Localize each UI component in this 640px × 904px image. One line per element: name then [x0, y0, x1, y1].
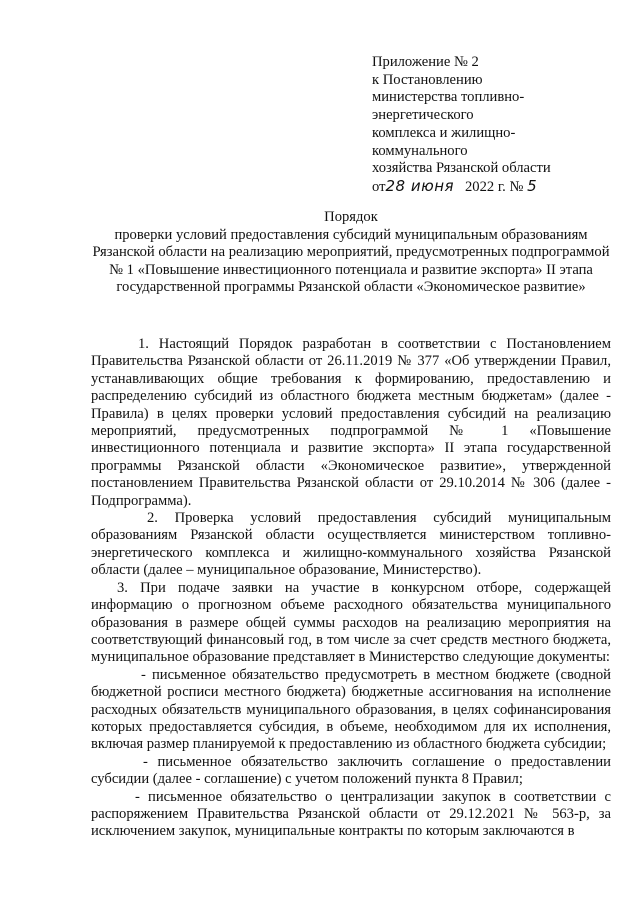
document-title: [92, 209, 610, 297]
handwritten-number: 5: [527, 176, 538, 195]
date-prefix: от: [372, 178, 386, 195]
appendix-line: энергетического: [372, 107, 474, 124]
appendix-line: комплекса и жилищно-: [372, 124, 516, 141]
paragraph-2: 2. Проверка условий предоставления субсидий муниципальным образованиям Рязанской области осуществляется министерством топливно-энергетического комплекса и жилищно-коммунального хозяйства Рязанской области (далее – муниципальное образование, Министерство).: [91, 510, 611, 579]
appendix-line: коммунального: [372, 142, 468, 159]
paragraph-1: 1. Настоящий Порядок разработан в соответствии с Постановлением Правительства Рязанской области от 26.11.2019 № 377 «Об утверждении Правил, устанавливающих общие требования к формированию, предоставлению и распределению субсидий из областного бюджета местным бюджетам» (далее - Правила) в целях проверки условий предоставления субсидий на реализацию мероприятий, предусмотренных подпрограммой № 1 «Повышение инвестиционного потенциала и развитие экспорта» II этапа государственной программы Рязанской области «Экономическое развитие», утвержденной постановлением Правительства Рязанской области от 29.10.2014 № 306 (далее - Подпрограмма).: [91, 336, 611, 509]
appendix-block: [372, 54, 622, 197]
appendix-line: Приложение № 2: [372, 54, 479, 70]
paragraph-bullet-1: - письменное обязательство предусмотреть в местном бюджете (сводной бюджетной росписи местного бюджета) бюджетные ассигнования на исполнение расходных обязательств муниципального образования, в целях софинансирования которых предоставляется субсидия, в объеме, необходимом для их исполнения, включая размер планируемой к предоставлению из областного бюджета субсидии;: [91, 666, 611, 753]
paragraph-3: 3. При подаче заявки на участие в конкурсном отборе, содержащей информацию о прогнозном объеме расходного обязательства муниципального образования в размере общей суммы расходов на реализацию мероприятия на соответствующий финансовый год, в том числе за счет средств местного бюджета, муниципальное образование представляет в Министерство следующие документы:: [91, 579, 611, 666]
appendix-date-line: [372, 178, 622, 197]
title-subtitle: проверки условий предоставления субсидий муниципальным образованиям Рязанской области на реализацию мероприятий, предусмотренных подпрограммой № 1 «Повышение инвестиционного потенциала и развитие экспорта» II этапа государственной программы Рязанской области «Экономическое развитие»: [92, 226, 610, 296]
appendix-line: к Постановлению: [372, 71, 483, 88]
handwritten-date: 28 июня: [385, 176, 455, 195]
paragraph-bullet-2: - письменное обязательство заключить соглашение о предоставлении субсидии (далее - соглашение) с учетом положений пункта 8 Правил;: [91, 753, 611, 788]
appendix-line: министерства топливно-: [372, 89, 525, 106]
appendix-line: хозяйства Рязанской области: [372, 160, 551, 177]
title-heading: Порядок: [324, 209, 378, 225]
paragraph-bullet-3: - письменное обязательство о централизации закупок в соответствии с распоряжением Правительства Рязанской области от 29.12.2021 № 563-р, за исключением закупок, муниципальные контракты по которым заключаются в: [91, 788, 611, 840]
date-year: 2022 г. №: [465, 178, 524, 195]
document-body: [91, 336, 611, 841]
